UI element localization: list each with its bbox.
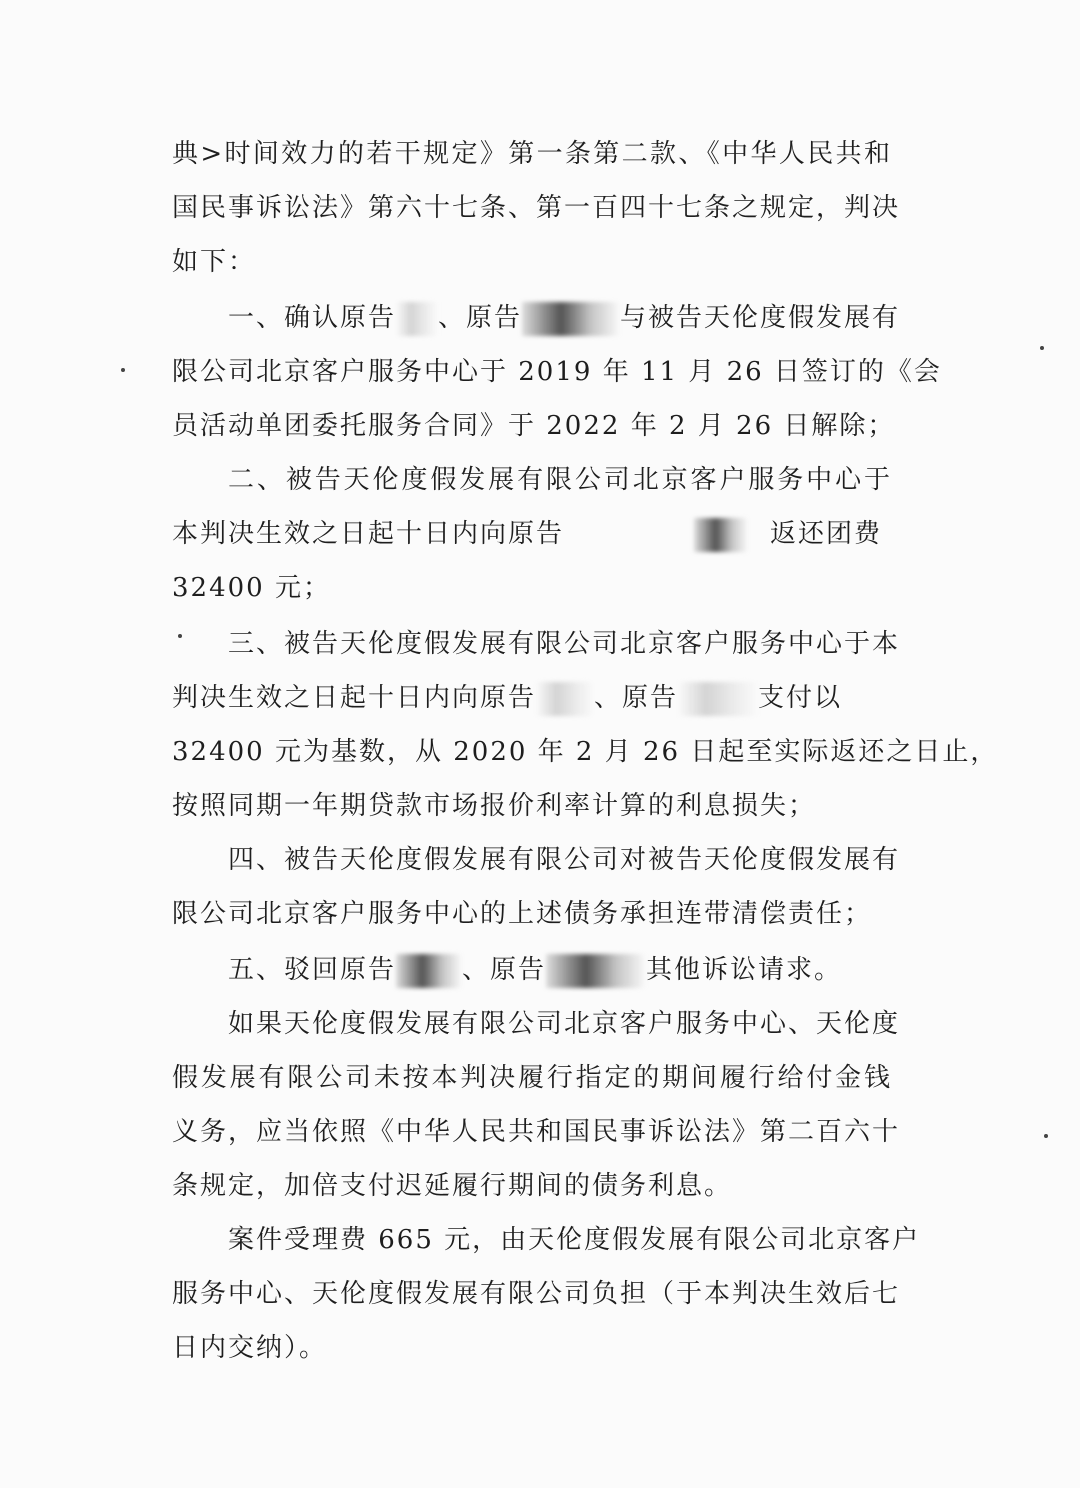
redaction (546, 954, 646, 988)
text-fragment: 五、驳回原告 (228, 955, 397, 985)
text-line: 国民事诉讼法》第六十七条、第一百四十七条之规定，判决 (172, 193, 901, 223)
redaction (522, 302, 620, 336)
text-fragment: 支付以 (758, 683, 843, 713)
redaction-gap (564, 518, 694, 552)
text-line: 服务中心、天伦度假发展有限公司负担（于本判决生效后七 (172, 1279, 901, 1309)
text-fragment: 返还团费 (770, 519, 883, 549)
text-line: 32400 元； (172, 573, 331, 603)
judgment-item-1 (172, 298, 901, 338)
text-line: 二、被告天伦度假发展有限公司北京客户服务中心于 (228, 465, 892, 495)
redaction (694, 518, 748, 552)
text-line: 限公司北京客户服务中心于 2019 年 11 月 26 日签订的《会 (172, 357, 942, 387)
text-fragment: 判决生效之日起十日内向原告 (172, 683, 537, 713)
text-line: 限公司北京客户服务中心的上述债务承担连带清偿责任； (172, 899, 873, 929)
text-fragment: 一、确认原告 (228, 303, 397, 333)
text-line: 三、被告天伦度假发展有限公司北京客户服务中心于本 (228, 629, 901, 659)
text-fragment: 、原告 (594, 683, 679, 713)
redaction (396, 302, 438, 336)
text-line: 义务，应当依照《中华人民共和国民事诉讼法》第二百六十 (172, 1117, 901, 1147)
text-line: 如果天伦度假发展有限公司北京客户服务中心、天伦度 (228, 1009, 901, 1039)
judgment-item-5 (172, 950, 892, 990)
text-fragment: 与被告天伦度假发展有 (620, 303, 901, 333)
redaction (396, 954, 462, 988)
redaction (678, 682, 758, 716)
redaction (536, 682, 594, 716)
scan-speck (1040, 346, 1044, 350)
scan-speck (121, 368, 125, 372)
text-line: 典>时间效力的若干规定》第一条第二款、《中华人民共和 (172, 139, 892, 169)
text-line: 如下： (172, 247, 257, 277)
judgment-item-3-line (172, 678, 892, 718)
scan-speck (178, 634, 182, 638)
text-fragment: 、原告 (462, 955, 547, 985)
text-line: 按照同期一年期贷款市场报价利率计算的利息损失； (172, 791, 817, 821)
text-fragment: 其他诉讼请求。 (646, 955, 843, 985)
text-line: 案件受理费 665 元，由天伦度假发展有限公司北京客户 (228, 1225, 921, 1255)
text-line: 假发展有限公司未按本判决履行指定的期间履行给付金钱 (172, 1063, 892, 1093)
text-line: 员活动单团委托服务合同》于 2022 年 2 月 26 日解除； (172, 411, 896, 441)
text-line: 32400 元为基数，从 2020 年 2 月 26 日起至实际返还之日止， (172, 737, 999, 767)
text-line: 四、被告天伦度假发展有限公司对被告天伦度假发展有 (228, 845, 901, 875)
text-fragment: 本判决生效之日起十日内向原告 (172, 519, 565, 549)
text-fragment: 、原告 (438, 303, 523, 333)
judgment-item-2-line (172, 514, 892, 554)
scan-speck (1044, 1134, 1048, 1138)
text-line: 条规定，加倍支付迟延履行期间的债务利息。 (172, 1171, 733, 1201)
text-line: 日内交纳）。 (172, 1333, 328, 1363)
